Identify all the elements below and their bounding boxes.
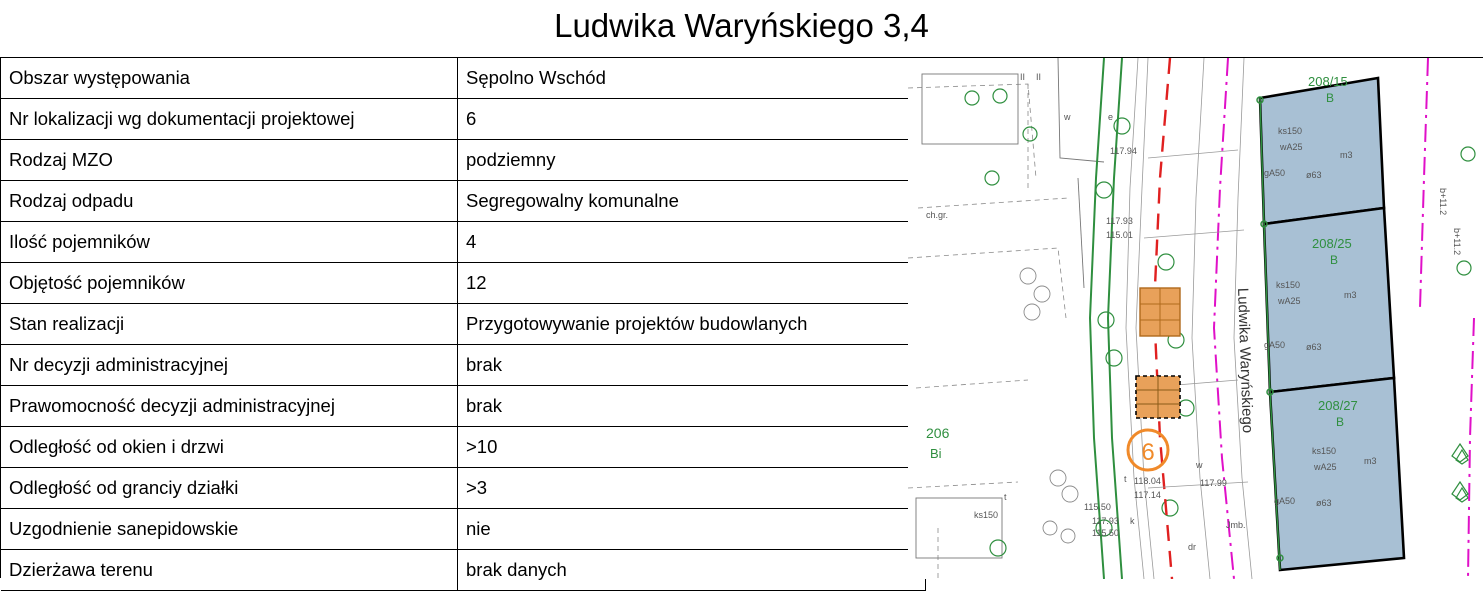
row-label: Uzgodnienie sanepidowskie (1, 509, 458, 550)
parcel-id-label: 208/15 (1308, 74, 1348, 89)
table-row (1, 99, 926, 140)
svg-text:t: t (1124, 474, 1127, 484)
svg-text:117.14: 117.14 (1134, 490, 1161, 500)
row-value: 12 (458, 263, 926, 304)
row-label: Rodzaj MZO (1, 140, 458, 181)
table-row (1, 222, 926, 263)
location-marker-number: 6 (1141, 439, 1155, 466)
container-symbol-upper (1140, 288, 1180, 336)
svg-text:ks150: ks150 (1312, 446, 1337, 456)
svg-text:ch.gr.: ch.gr. (926, 210, 949, 220)
svg-text:b+11.2: b+11.2 (1438, 188, 1448, 216)
svg-text:w: w (1196, 460, 1203, 470)
row-label: Obszar występowania (1, 58, 458, 99)
svg-text:115.50: 115.50 (1092, 528, 1119, 538)
table-row (1, 386, 926, 427)
row-value: Segregowalny komunalne (458, 181, 926, 222)
svg-text:117.94: 117.94 (1110, 146, 1137, 156)
table-row (1, 181, 926, 222)
svg-text:b+11.2: b+11.2 (1452, 228, 1462, 256)
row-label: Ilość pojemników (1, 222, 458, 263)
info-table-body (1, 58, 926, 591)
svg-text:wA25: wA25 (1314, 462, 1337, 472)
row-value: brak (458, 345, 926, 386)
table-row (1, 58, 926, 99)
table-row (1, 468, 926, 509)
row-label: Rodzaj odpadu (1, 181, 458, 222)
row-value: 4 (458, 222, 926, 263)
cadastral-map (908, 57, 1483, 579)
table-row (1, 140, 926, 181)
svg-text:e: e (1108, 112, 1114, 122)
page-title: Ludwika Waryńskiego 3,4 (554, 7, 929, 44)
info-table (1, 58, 926, 591)
parcel-sub-label: B (1326, 91, 1335, 105)
svg-text:115.50: 115.50 (1084, 502, 1111, 512)
svg-text:ø63: ø63 (1306, 342, 1322, 352)
svg-text:117.93: 117.93 (1106, 216, 1133, 226)
svg-text:m3: m3 (1364, 456, 1377, 466)
row-value: Przygotowywanie projektów budowlanych (458, 304, 926, 345)
row-value: brak (458, 386, 926, 427)
svg-text:115.01: 115.01 (1106, 230, 1133, 240)
parcel-id-label: 208/27 (1318, 398, 1358, 413)
svg-text:m3: m3 (1344, 290, 1357, 300)
parcel-sub-label: Bi (930, 446, 942, 461)
svg-text:w: w (1064, 112, 1071, 122)
row-label: Stan realizacji (1, 304, 458, 345)
svg-text:gA50: gA50 (1264, 168, 1286, 178)
svg-text:gA50: gA50 (1264, 340, 1286, 350)
row-value: podziemny (458, 140, 926, 181)
svg-text:ø63: ø63 (1306, 170, 1322, 180)
row-label: Nr decyzji administracyjnej (1, 345, 458, 386)
svg-text:t: t (1004, 492, 1007, 502)
row-value: 6 (458, 99, 926, 140)
table-row (1, 263, 926, 304)
svg-text:ks150: ks150 (1278, 126, 1303, 136)
svg-text:II: II (1036, 72, 1042, 82)
row-label: Nr lokalizacji wg dokumentacji projektowej (1, 99, 458, 140)
svg-text:wA25: wA25 (1278, 296, 1301, 306)
svg-text:117.99: 117.99 (1200, 478, 1227, 488)
svg-text:gA50: gA50 (1274, 496, 1296, 506)
parcel-id-label: 206 (926, 425, 950, 441)
parcel-id-label: 208/25 (1312, 236, 1352, 251)
svg-text:k: k (1130, 516, 1135, 526)
row-value: Sępolno Wschód (458, 58, 926, 99)
svg-text:Jmb.: Jmb. (1226, 520, 1246, 530)
svg-text:dr: dr (1188, 542, 1197, 552)
row-value: >10 (458, 427, 926, 468)
table-row (1, 304, 926, 345)
svg-text:ks150: ks150 (1276, 280, 1301, 290)
row-label: Objętość pojemników (1, 263, 458, 304)
svg-text:117.93: 117.93 (1092, 516, 1119, 526)
container-symbol-lower (1136, 376, 1180, 418)
row-label: Odległość od okien i drzwi (1, 427, 458, 468)
street-name-label: Ludwika Waryńskiego (1234, 287, 1257, 434)
parcel-sub-label: B (1336, 415, 1345, 429)
table-row (1, 509, 926, 550)
svg-text:wA25: wA25 (1280, 142, 1303, 152)
row-label: Prawomocność decyzji administracyjnej (1, 386, 458, 427)
row-value: >3 (458, 468, 926, 509)
row-label: Dzierżawa terenu (1, 550, 458, 591)
info-table-container (0, 57, 908, 578)
svg-text:ø63: ø63 (1316, 498, 1332, 508)
svg-text:ks150: ks150 (974, 510, 999, 520)
row-value: nie (458, 509, 926, 550)
table-row (1, 427, 926, 468)
svg-text:II: II (1020, 72, 1026, 82)
row-value: brak danych (458, 550, 926, 591)
table-row (1, 345, 926, 386)
parcel-sub-label: B (1330, 253, 1339, 267)
svg-text:m3: m3 (1340, 150, 1353, 160)
row-label: Odległość od granciy działki (1, 468, 458, 509)
map-drawing (908, 58, 1483, 579)
svg-text:118.04: 118.04 (1134, 476, 1161, 486)
table-row (1, 550, 926, 591)
